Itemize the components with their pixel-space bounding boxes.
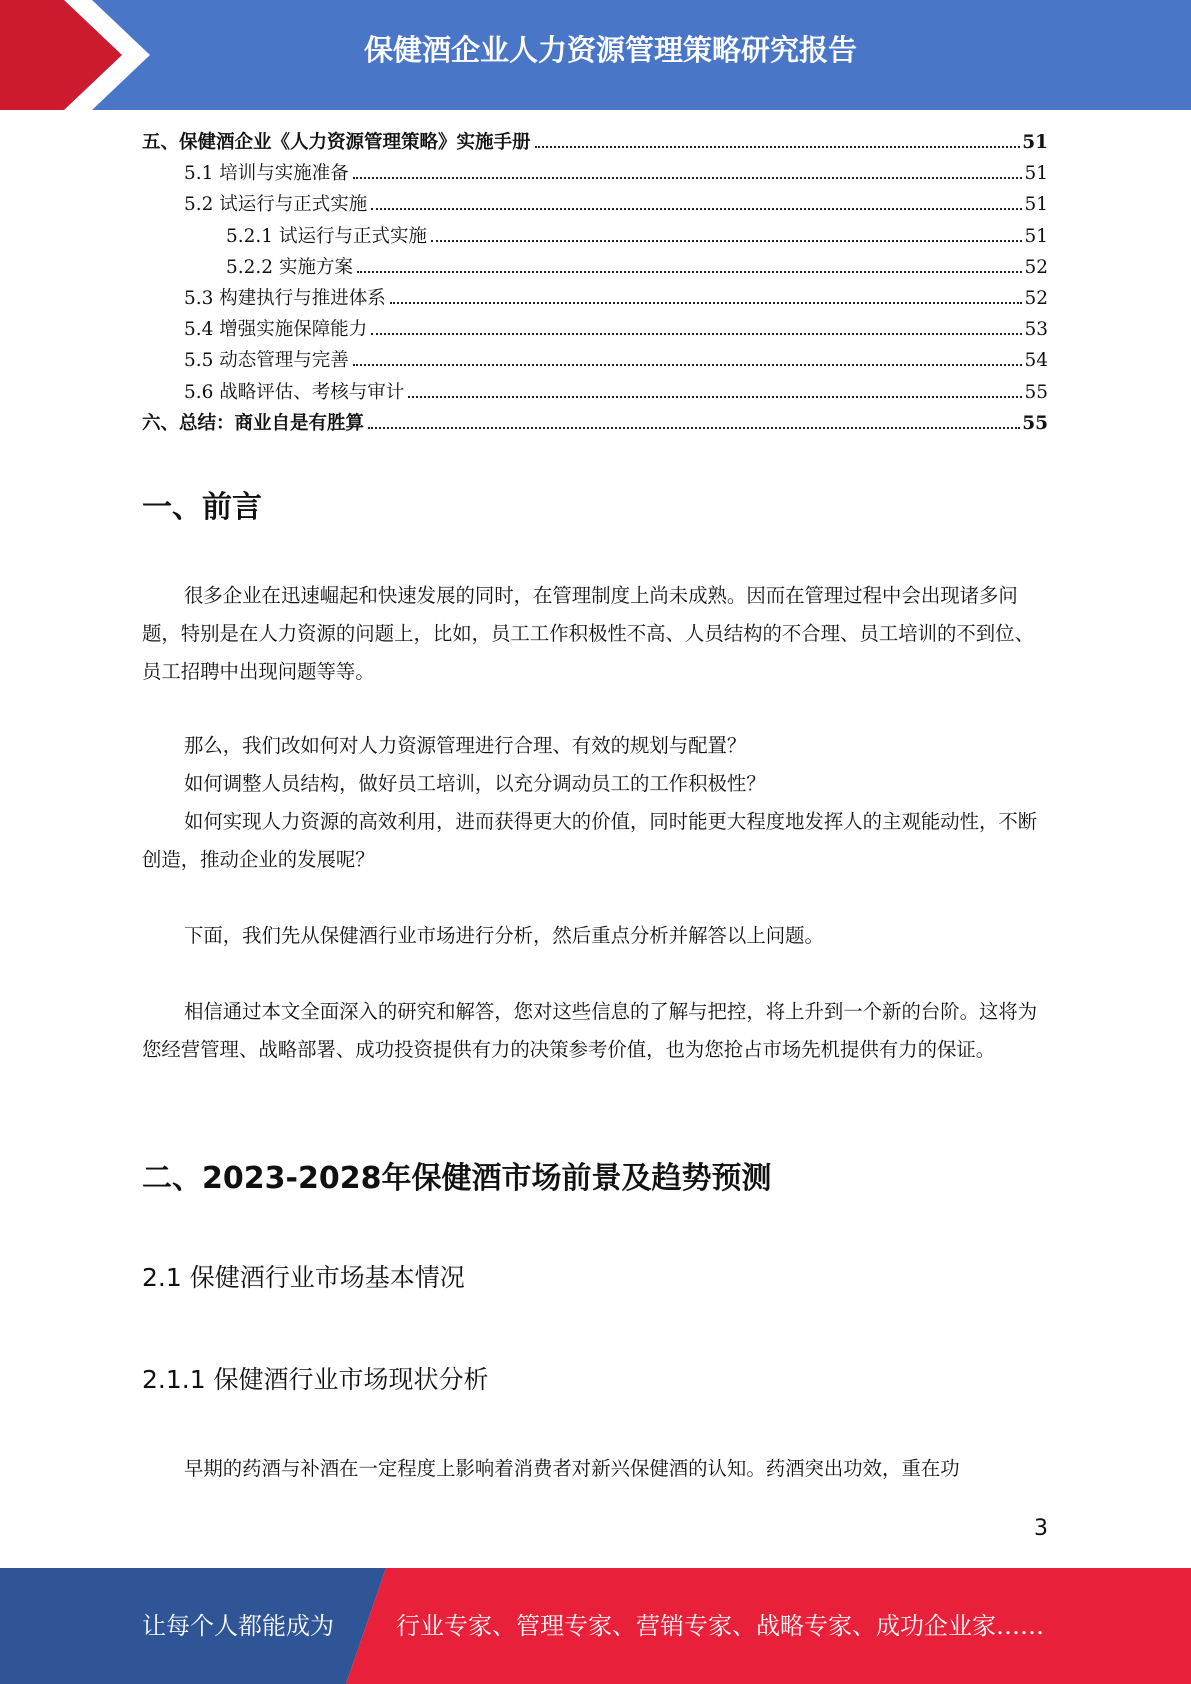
footer-slogan-left: 让每个人都能成为 xyxy=(142,1612,334,1640)
toc-dot-leader xyxy=(371,208,1022,210)
toc-entry-page: 54 xyxy=(1024,350,1048,372)
toc-entry-title: 五、保健酒企业《人力资源管理策略》实施手册 xyxy=(142,132,531,153)
paragraph: 相信通过本文全面深入的研究和解答，您对这些信息的了解与把控，将上升到一个新的台阶。这将为您经营管理、战略部署、成功投资提供有力的决策参考价值，也为您抢占市场先机提供有力的保证。 xyxy=(142,1000,1038,1061)
header-band xyxy=(0,0,1191,110)
toc-entry-title: 5.6 战略评估、考核与审计 xyxy=(184,381,405,403)
toc-entry[interactable] xyxy=(142,128,1048,159)
paragraph: 下面，我们先从保健酒行业市场进行分析，然后重点分析并解答以上问题。 xyxy=(184,924,824,947)
toc-dot-leader xyxy=(371,333,1022,335)
toc-entry[interactable] xyxy=(142,409,1048,440)
toc-entry-page: 55 xyxy=(1024,381,1048,403)
toc-dot-leader xyxy=(408,396,1022,398)
footer-slogan-right: 行业专家、管理专家、营销专家、战略专家、成功企业家…… xyxy=(396,1612,1044,1640)
subsection-heading: 2.1.1 保健酒行业市场现状分析 xyxy=(142,1365,489,1394)
toc-entry[interactable] xyxy=(142,222,1048,253)
toc-entry[interactable] xyxy=(142,346,1048,377)
report-title: 保健酒企业人力资源管理策略研究报告 xyxy=(363,33,857,67)
toc-entry-page: 51 xyxy=(1024,194,1048,216)
paragraph: 如何调整人员结构，做好员工培训，以充分调动员工的工作积极性？ xyxy=(184,772,766,795)
toc-dot-leader xyxy=(353,177,1023,179)
toc-dot-leader xyxy=(357,271,1023,273)
toc-entry-title: 5.4 增强实施保障能力 xyxy=(184,319,368,341)
page-number: 3 xyxy=(1034,1516,1048,1541)
toc-entry-title: 5.2.1 试运行与正式实施 xyxy=(226,225,427,247)
section-heading-market: 二、2023-2028年保健酒市场前景及趋势预测 xyxy=(142,1161,772,1196)
toc-entry-page: 52 xyxy=(1024,256,1048,278)
paragraph: 早期的药酒与补酒在一定程度上影响着消费者对新兴保健酒的认知。药酒突出功效，重在功 xyxy=(184,1457,960,1480)
toc-entry-title: 5.1 培训与实施准备 xyxy=(184,163,349,185)
paragraph: 如何实现人力资源的高效利用，进而获得更大的价值，同时能更大程度地发挥人的主观能动性，不断创造，推动企业的发展呢？ xyxy=(142,810,1038,871)
toc-dot-leader xyxy=(535,146,1021,148)
toc-entry-page: 51 xyxy=(1024,225,1048,247)
paragraph: 那么，我们改如何对人力资源管理进行合理、有效的规划与配置？ xyxy=(184,734,747,757)
toc-entry[interactable] xyxy=(142,378,1048,409)
toc-entry-page: 51 xyxy=(1024,163,1048,185)
toc-entry-title: 5.5 动态管理与完善 xyxy=(184,350,349,372)
toc-dot-leader xyxy=(390,302,1023,304)
subsection-heading: 2.1 保健酒行业市场基本情况 xyxy=(142,1263,465,1292)
toc-entry-title: 5.3 构建执行与推进体系 xyxy=(184,287,386,309)
section-heading-preface: 一、前言 xyxy=(142,490,262,525)
toc-entry[interactable] xyxy=(142,284,1048,315)
toc-dot-leader xyxy=(431,240,1022,242)
table-of-contents xyxy=(142,128,1048,440)
toc-dot-leader xyxy=(353,364,1023,366)
toc-entry[interactable] xyxy=(142,315,1048,346)
toc-dot-leader xyxy=(368,427,1020,429)
toc-entry-page: 55 xyxy=(1022,412,1048,434)
toc-entry-title: 5.2.2 实施方案 xyxy=(226,256,353,278)
toc-entry[interactable] xyxy=(142,253,1048,284)
toc-entry[interactable] xyxy=(142,190,1048,221)
toc-entry[interactable] xyxy=(142,159,1048,190)
footer-band xyxy=(0,1568,1191,1684)
toc-entry-page: 52 xyxy=(1024,287,1048,309)
toc-entry-title: 5.2 试运行与正式实施 xyxy=(184,194,368,216)
toc-entry-page: 53 xyxy=(1024,319,1048,341)
paragraph: 很多企业在迅速崛起和快速发展的同时，在管理制度上尚未成熟。因而在管理过程中会出现诸多问题，特别是在人力资源的问题上，比如，员工工作积极性不高、人员结构的不合理、员工培训的不到位、员工招聘中出现问题等等。 xyxy=(142,584,1034,683)
toc-entry-title: 六、总结：商业自是有胜算 xyxy=(142,412,365,434)
toc-entry-page: 51 xyxy=(1022,132,1048,153)
